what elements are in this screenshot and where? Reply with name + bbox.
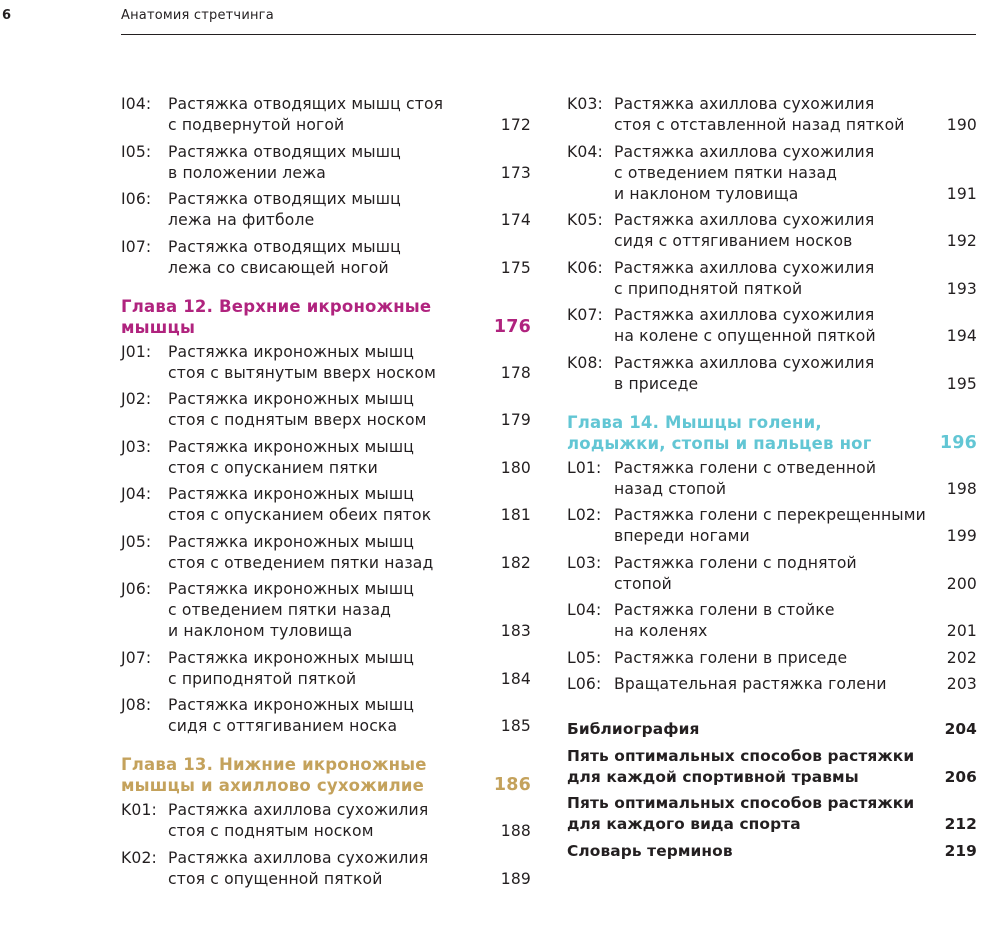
entry-title	[121, 579, 531, 642]
back-matter-title	[567, 841, 977, 862]
entry-page-number: 195	[946, 374, 977, 393]
entry-title-line: Растяжка голени в стойке	[614, 601, 835, 619]
entry-code: K07:	[567, 306, 603, 324]
toc-entry[interactable]	[121, 237, 531, 279]
entry-title	[121, 532, 531, 574]
entry-title-line: Растяжка голени с перекрещенными	[614, 506, 926, 524]
back-matter-page-number: 204	[944, 720, 977, 738]
entry-code: I06:	[121, 190, 152, 208]
entry-title-line: Растяжка ахиллова сухожилия	[168, 801, 429, 819]
entry-title-line: стоя с отведением пятки назад	[168, 553, 434, 572]
back-matter-entry[interactable]	[567, 746, 977, 788]
entry-title-line: лежа со свисающей ногой	[168, 258, 389, 277]
entry-page-number: 203	[946, 675, 977, 693]
entry-title-line: с отведением пятки назад	[168, 601, 392, 619]
entry-title-line: Растяжка икроножных мышц	[168, 342, 415, 361]
entry-code: L06:	[567, 675, 602, 693]
toc-entry[interactable]	[567, 353, 977, 395]
back-matter-page-number: 206	[944, 767, 977, 786]
toc-entries-i	[121, 94, 531, 279]
entry-page-number: 178	[500, 363, 531, 382]
entry-title-line: Вращательная растяжка голени	[614, 675, 887, 693]
entry-page-number: 189	[500, 869, 531, 888]
entry-title	[567, 210, 977, 252]
entry-title	[121, 142, 531, 184]
toc-entry[interactable]	[567, 600, 977, 642]
toc-entry[interactable]	[567, 505, 977, 547]
entry-title	[567, 600, 977, 642]
toc-entry[interactable]	[567, 258, 977, 300]
entry-page-number: 191	[946, 184, 977, 203]
back-matter-entry[interactable]	[567, 841, 977, 862]
entry-code: I05:	[121, 142, 152, 161]
toc-entry[interactable]	[121, 389, 531, 431]
entry-code: L01:	[567, 458, 602, 477]
back-matter-list	[567, 719, 977, 862]
entry-code: K06:	[567, 258, 603, 277]
entry-code: L03:	[567, 553, 602, 572]
entry-code: J06:	[121, 580, 152, 598]
entry-title-line: Растяжка ахиллова сухожилия	[614, 258, 875, 277]
entry-title	[121, 800, 531, 842]
toc-entries-l	[567, 458, 977, 696]
entry-title-line: и наклоном туловища	[614, 184, 799, 203]
toc-entry[interactable]	[121, 532, 531, 574]
entry-page-number: 183	[500, 622, 531, 640]
toc-entry[interactable]	[567, 674, 977, 695]
toc-entry[interactable]	[121, 579, 531, 642]
entry-code: K05:	[567, 211, 603, 229]
chapter-page-number: 176	[493, 316, 531, 337]
entry-title-line: стоя с поднятым вверх носком	[168, 411, 427, 429]
entry-code: I07:	[121, 237, 152, 256]
entry-title-line: в приседе	[614, 374, 699, 393]
chapter-title-line: мышцы	[121, 317, 196, 337]
entry-page-number: 184	[500, 669, 531, 688]
entry-page-number: 193	[946, 279, 977, 298]
entry-title-line: Растяжка голени с отведенной	[614, 458, 877, 477]
toc-entry[interactable]	[121, 437, 531, 479]
entry-title-line: Растяжка отводящих мышц	[168, 190, 401, 208]
back-matter-title-line: Словарь терминов	[567, 841, 733, 860]
chapter-title	[567, 412, 977, 454]
page-number: 6	[2, 8, 12, 23]
entry-title-line: лежа на фитболе	[168, 211, 315, 229]
chapter-title-line: Глава 14. Мышцы голени,	[567, 412, 822, 432]
back-matter-entry[interactable]	[567, 719, 977, 740]
entry-page-number: 180	[500, 458, 531, 477]
entry-page-number: 198	[946, 479, 977, 498]
entry-page-number: 199	[946, 527, 977, 545]
back-matter-title	[567, 746, 977, 788]
entry-title	[567, 674, 977, 695]
entry-title-line: Растяжка икроножных мышц	[168, 648, 415, 667]
chapter-12-heading[interactable]	[121, 296, 531, 338]
entry-title-line: Растяжка икроножных мышц	[168, 437, 415, 456]
back-matter-title-line: Пять оптимальных способов растяжки	[567, 794, 915, 812]
entry-title-line: с приподнятой пяткой	[168, 669, 357, 688]
toc-entries-k-left	[121, 800, 531, 890]
entry-title	[567, 94, 977, 136]
entry-page-number: 174	[500, 211, 531, 229]
toc-entry[interactable]	[121, 189, 531, 231]
entry-code: J03:	[121, 437, 152, 456]
toc-entry[interactable]	[121, 800, 531, 842]
entry-title-line: и наклоном туловища	[168, 622, 353, 640]
entry-title	[121, 848, 531, 890]
chapter-title	[121, 754, 531, 796]
toc-entry[interactable]	[567, 142, 977, 205]
entry-page-number: 172	[500, 116, 531, 134]
entry-title	[121, 695, 531, 737]
entry-page-number: 194	[946, 327, 977, 345]
toc-entry[interactable]	[567, 305, 977, 347]
entry-title	[121, 342, 531, 384]
toc-right-column	[567, 94, 977, 867]
entry-title-line: на коленях	[614, 622, 708, 640]
back-matter-page-number: 212	[944, 815, 977, 833]
entry-title	[567, 258, 977, 300]
entry-code: K03:	[567, 95, 603, 113]
entry-title-line: Растяжка ахиллова сухожилия	[614, 306, 875, 324]
toc-entry[interactable]	[121, 484, 531, 526]
back-matter-title-line: для каждой спортивной травмы	[567, 767, 859, 786]
entry-title-line: на колене с опущенной пяткой	[614, 327, 876, 345]
entry-page-number: 179	[500, 411, 531, 429]
entry-title-line: Растяжка икроножных мышц	[168, 532, 415, 551]
header-rule	[121, 34, 976, 35]
entry-page-number: 200	[946, 574, 977, 593]
toc-entry[interactable]	[121, 695, 531, 737]
toc-entries-j	[121, 342, 531, 738]
entry-title-line: сидя с оттягиванием носка	[168, 717, 398, 735]
chapter-title-line: Глава 13. Нижние икроножные	[121, 755, 427, 774]
running-title: Анатомия стретчинга	[121, 8, 274, 23]
toc-entry[interactable]	[567, 458, 977, 500]
entry-title-line: Растяжка икроножных мышц	[168, 580, 415, 598]
back-matter-title	[567, 719, 977, 740]
back-matter-title	[567, 793, 977, 835]
entry-code: K04:	[567, 142, 603, 161]
toc-entry[interactable]	[567, 648, 977, 669]
entry-title	[121, 237, 531, 279]
entry-title-line: Растяжка ахиллова сухожилия	[614, 353, 875, 372]
entry-title-line: Растяжка голени в приседе	[614, 648, 848, 667]
entry-title-line: Растяжка икроножных мышц	[168, 390, 415, 408]
entry-page-number: 188	[500, 822, 531, 840]
toc-entry[interactable]	[567, 553, 977, 595]
toc-entry[interactable]	[567, 210, 977, 252]
entry-page-number: 201	[946, 622, 977, 640]
entry-title-line: с отведением пятки назад	[614, 163, 838, 182]
chapter-14-heading[interactable]	[567, 412, 977, 454]
entry-code: J04:	[121, 485, 152, 503]
entry-page-number: 185	[500, 717, 531, 735]
entry-title-line: с подвернутой ногой	[168, 116, 345, 134]
toc-entry[interactable]	[121, 648, 531, 690]
entry-title	[567, 305, 977, 347]
back-matter-page-number: 219	[944, 841, 977, 860]
entry-title	[567, 458, 977, 500]
entry-title	[567, 353, 977, 395]
entry-title	[121, 648, 531, 690]
entry-code: K02:	[121, 848, 157, 867]
entry-title	[121, 437, 531, 479]
chapter-title-line: Глава 12. Верхние икроножные	[121, 296, 432, 316]
entry-title	[121, 484, 531, 526]
entry-title	[567, 142, 977, 205]
entry-title-line: стоя с отставленной назад пяткой	[614, 116, 905, 134]
back-matter-title-line: Пять оптимальных способов растяжки	[567, 746, 915, 765]
entry-title-line: в положении лежа	[168, 163, 327, 182]
entry-title-line: Растяжка ахиллова сухожилия	[168, 848, 429, 867]
back-matter-entry[interactable]	[567, 793, 977, 835]
toc-entries-k-right	[567, 94, 977, 395]
entry-title	[567, 648, 977, 669]
entry-page-number: 173	[500, 163, 531, 182]
entry-code: J02:	[121, 390, 152, 408]
chapter-page-number: 186	[493, 775, 531, 795]
entry-title-line: Растяжка отводящих мышц стоя	[168, 95, 444, 113]
entry-page-number: 202	[946, 648, 977, 667]
entry-code: L04:	[567, 601, 602, 619]
chapter-title-line: мышцы и ахиллово сухожилие	[121, 776, 425, 795]
page-header	[0, 0, 988, 40]
entry-title	[567, 505, 977, 547]
entry-title-line: Растяжка икроножных мышц	[168, 485, 415, 503]
entry-title-line: впереди ногами	[614, 527, 750, 545]
entry-code: I04:	[121, 95, 152, 113]
chapter-page-number: 196	[939, 432, 977, 453]
entry-code: L02:	[567, 506, 602, 524]
toc-entry[interactable]	[121, 142, 531, 184]
entry-title-line: стоя с поднятым носком	[168, 822, 374, 840]
entry-code: K08:	[567, 353, 603, 372]
entry-title	[121, 94, 531, 136]
entry-code: J01:	[121, 342, 152, 361]
entry-title-line: стоя с опусканием обеих пяток	[168, 506, 432, 524]
entry-title-line: стоя с опусканием пятки	[168, 458, 378, 477]
entry-title-line: Растяжка голени с поднятой	[614, 553, 857, 572]
entry-title-line: стоя с опущенной пяткой	[168, 869, 383, 888]
back-matter-title-line: Библиография	[567, 720, 700, 738]
toc-entry[interactable]	[567, 94, 977, 136]
entry-code: J08:	[121, 696, 152, 714]
entry-title-line: Растяжка ахиллова сухожилия	[614, 211, 875, 229]
chapter-13-heading[interactable]	[121, 754, 531, 796]
entry-title	[121, 189, 531, 231]
entry-title-line: стопой	[614, 574, 672, 593]
entry-code: J07:	[121, 648, 152, 667]
entry-title	[567, 553, 977, 595]
entry-title	[121, 389, 531, 431]
chapter-title-line: лодыжки, стопы и пальцев ног	[567, 433, 872, 453]
back-matter-title-line: для каждого вида спорта	[567, 815, 801, 833]
entry-title-line: назад стопой	[614, 479, 727, 498]
entry-title-line: с приподнятой пяткой	[614, 279, 803, 298]
toc-left-column	[121, 94, 531, 895]
chapter-title	[121, 296, 531, 338]
entry-page-number: 175	[500, 258, 531, 277]
entry-title-line: Растяжка отводящих мышц	[168, 237, 401, 256]
entry-title-line: Растяжка икроножных мышц	[168, 696, 415, 714]
entry-page-number: 182	[500, 553, 531, 572]
entry-title-line: Растяжка ахиллова сухожилия	[614, 142, 875, 161]
entry-title-line: Растяжка ахиллова сухожилия	[614, 95, 875, 113]
entry-title-line: Растяжка отводящих мышц	[168, 142, 401, 161]
entry-title-line: сидя с оттягиванием носков	[614, 232, 853, 250]
entry-page-number: 192	[946, 232, 977, 250]
toc-entry[interactable]	[121, 342, 531, 384]
entry-code: K01:	[121, 801, 157, 819]
entry-page-number: 190	[946, 116, 977, 134]
entry-title-line: стоя с вытянутым вверх носком	[168, 363, 437, 382]
entry-code: J05:	[121, 532, 152, 551]
toc-entry[interactable]	[121, 848, 531, 890]
toc-entry[interactable]	[121, 94, 531, 136]
entry-page-number: 181	[500, 506, 531, 524]
entry-code: L05:	[567, 648, 602, 667]
